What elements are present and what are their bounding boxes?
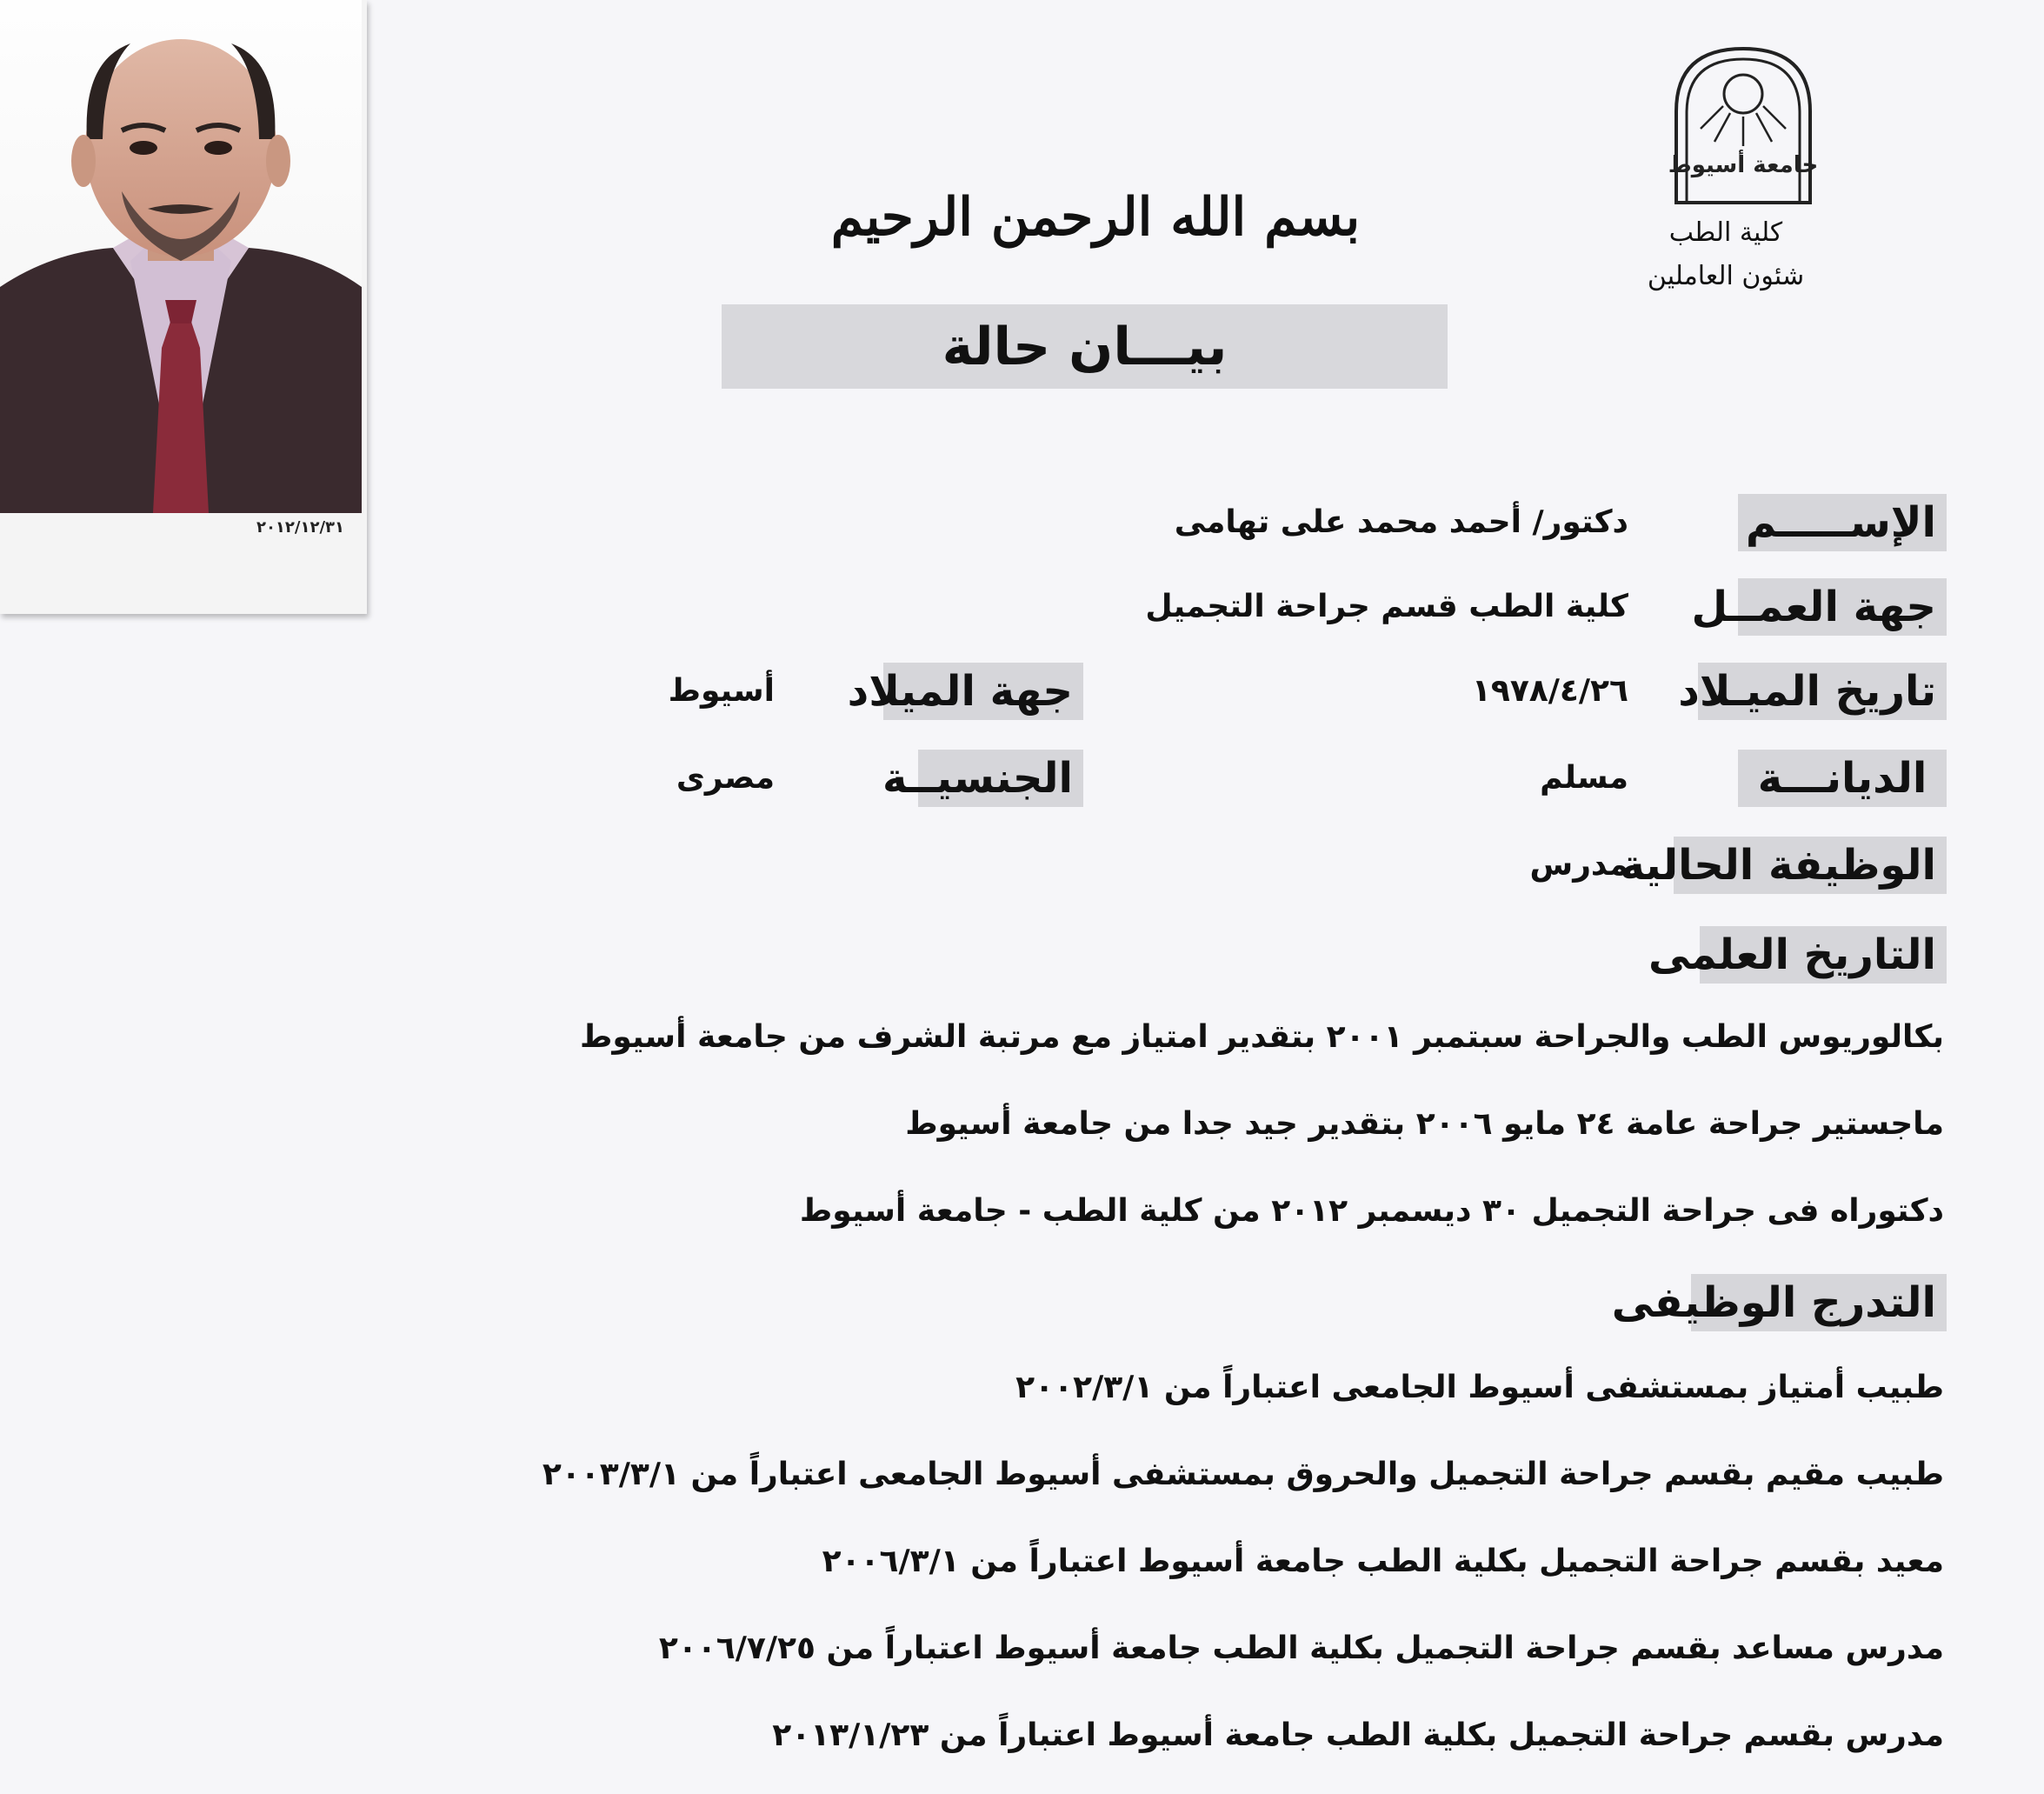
name-value: دكتور/ أحمد محمد على تهامى — [1174, 504, 1628, 540]
birthplace-value: أسيوط — [668, 673, 775, 709]
academic-history-heading: التاريخ العلمى — [1700, 926, 1947, 984]
affairs-department: شئون العاملين — [1647, 261, 1805, 291]
document-title: بيـــان حالة — [942, 316, 1228, 377]
career-item: معيد بقسم جراحة التجميل بكلية الطب جامعة أسيوط اعتباراً من ٢٠٠٦/٣/١ — [822, 1544, 1944, 1579]
career-item: طبيب أمتياز بمستشفى أسيوط الجامعى اعتباراً من ٢٠٠٢/٣/١ — [1015, 1370, 1944, 1405]
birthplace-label: جهة الميلاد — [883, 663, 1083, 720]
birthdate-value: ١٩٧٨/٤/٢٦ — [1471, 673, 1628, 709]
nationality-value: مصرى — [676, 760, 775, 796]
basmala: بسم الله الرحمن الرحيم — [830, 187, 1361, 248]
work-value: كلية الطب قسم جراحة التجميل — [1145, 589, 1628, 624]
name-label: الإســـــم — [1738, 494, 1947, 551]
nationality-label: الجنسيــة — [918, 750, 1083, 807]
religion-value: مسلم — [1540, 760, 1628, 796]
portrait-image — [0, 0, 362, 513]
academic-item: دكتوراه فى جراحة التجميل ٣٠ ديسمبر ٢٠١٢ من كلية الطب - جامعة أسيوط — [799, 1193, 1944, 1229]
career-item: مدرس مساعد بقسم جراحة التجميل بكلية الطب جامعة أسيوط اعتباراً من ٢٠٠٦/٧/٢٥ — [658, 1631, 1944, 1666]
career-progression-heading: التدرج الوظيفى — [1691, 1274, 1947, 1331]
college-name: كلية الطب — [1668, 217, 1783, 248]
birthdate-label: تاريخ الميـلاد — [1698, 663, 1947, 720]
photo-date: ٢٠١٢/١٢/٣١ — [256, 518, 344, 537]
religion-label: الديانـــة — [1738, 750, 1947, 807]
academic-item: ماجستير جراحة عامة ٢٤ مايو ٢٠٠٦ بتقدير جيد جدا من جامعة أسيوط — [905, 1106, 1944, 1142]
work-label: جهة العمــل — [1738, 578, 1947, 636]
career-item: طبيب مقيم بقسم جراحة التجميل والحروق بمستشفى أسيوط الجامعى اعتباراً من ٢٠٠٣/٣/١ — [542, 1457, 1944, 1492]
current-job-label: الوظيفة الحالية — [1674, 837, 1947, 894]
current-job-value: مدرس — [1529, 847, 1628, 883]
portrait-photo — [0, 0, 367, 614]
academic-item: بكالوريوس الطب والجراحة سبتمبر ٢٠٠١ بتقدير امتياز مع مرتبة الشرف من جامعة أسيوط — [580, 1019, 1944, 1055]
career-item: مدرس بقسم جراحة التجميل بكلية الطب جامعة أسيوط اعتباراً من ٢٠١٣/١/٢٣ — [772, 1717, 1944, 1753]
document-title-box — [722, 304, 1448, 389]
logo-text: جامعة أسيوط — [1669, 152, 1817, 178]
person-portrait-illustration — [0, 0, 362, 513]
university-logo — [1669, 42, 1817, 207]
